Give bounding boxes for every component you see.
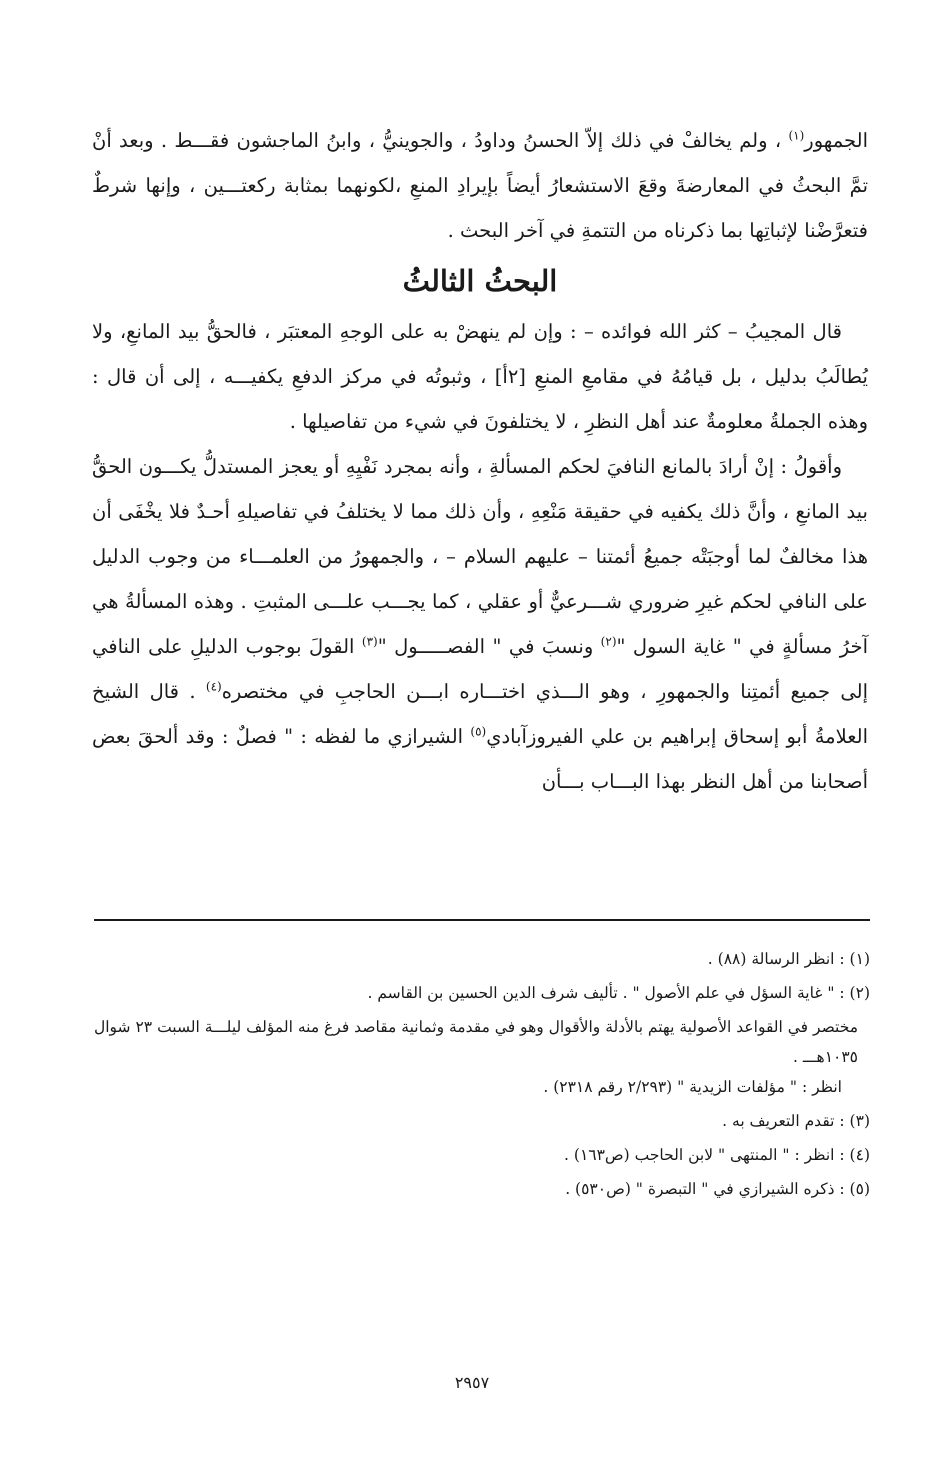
paragraph-3-part-5: الشيرازي ما لفظه : " فصلٌ : وقد ألحقَ بعض أصحابنا من أهل النظر بهذا البـــاب بـــأن — [92, 725, 868, 793]
paragraph-1 — [92, 118, 868, 253]
footnote-2-reference: انظر : " مؤلفات الزيدية " (٢/٢٩٣ رقم ٢٣١٨) . — [543, 1078, 842, 1096]
page-number: ٢٩٥٧ — [454, 1373, 490, 1392]
footnote-ref-1: (١) — [788, 128, 805, 143]
footnote-2-description: مختصر في القواعد الأصولية يهتم بالأدلة والأقوال وهو في مقدمة وثمانية مقاصد فرغ منه المؤلف ليلـــة السبت ٢٣ شوال ١٠٣٥هـــ . — [93, 1018, 858, 1066]
footnotes — [94, 944, 870, 1204]
paragraph-1-rest: ، ولم يخالفْ في ذلك إلاّ الحسنُ وداودُ ، والجوينيُّ ، وابنُ الماجشون فقـــط . وبعد أنْ تمَّ البحثُ في المعارضةَ وقعَ الاستشعارُ أيضاً بإيرادِ المنعِ ،لكونهما بمثابة ركعتـــين ، وإنها شرطٌ فتعرَّضْنا لإثباتِها بما ذكرناه من التتمةِ في آخر البحث . — [92, 129, 868, 242]
paragraph-3 — [92, 444, 868, 804]
footnote-ref-2: (٢) — [600, 634, 617, 649]
paragraph-3-part-1: وأقولُ : إنْ أرادَ بالمانع النافيَ لحكم المسألةِ ، وأنه بمجرد نَفْيِهِ أو يعجز المستدلُّ يكـــون الحقُّ بيد المانعِ ، وأنَّ ذلك يكفيه في حقيقة مَنْعِهِ ، وأن ذلك مما لا يختلفُ في تفاصيلهِ أحـدٌ فلا يخْفَى أن هذا مخالفٌ لما أوجبَتْه جميعُ أئمتنا – عليهم السلام – ، والجمهورُ من العلمـــاء من وجوب الدليل على النافي لحكم غيرِ ضروري شـــرعيٌّ أو عقلي ، كما يجـــب علـــى المثبتِ . وهذه المسألةُ هي آخرُ مسألةٍ في " غاية السول " — [92, 455, 868, 658]
footnote-ref-4: (٤) — [205, 679, 222, 694]
footnote-ref-3: (٣) — [361, 634, 378, 649]
paragraph-3-part-3: القولَ بوجوب الدليلِ على النافي إلى جميع أئمتِنا والجمهورِ ، وهو الـــذي اختـــاره ابـــن الحاجبِ في مختصره — [92, 635, 868, 703]
footnote-2: (٢) : " غاية السؤل في علم الأصول " . تأليف شرف الدين الحسين بن القاسم . — [367, 984, 870, 1002]
footnote-3: (٣) : تقدم التعريف به . — [722, 1112, 870, 1130]
paragraph-2: قال المجيبُ – كثر الله فوائده – : وإن لم ينهضْ به على الوجهِ المعتبَر ، فالحقُّ بيد المانعِ، ولا يُطالَبُ بدليل ، بل قيامُهُ في مقامعِ المنعِ [٢أ] ، وثبوتُه في مركز الدفعِ يكفيـــه ، إلى أن قال : وهذه الجملةُ معلومةٌ عند أهل النظرِ ، لا يختلفونَ في شيء من تفاصيلها . — [92, 320, 868, 433]
footnote-divider — [94, 919, 870, 921]
paragraph-3-part-4: . قال الشيخ العلامةُ أبو إسحاق إبراهيم بن علي الفيروزآبادي — [92, 680, 869, 748]
paragraph-3-part-2: ونسبَ في " الفصـــــول " — [377, 635, 601, 658]
footnote-4: (٤) : انظر : " المنتهى " لابن الحاجب (ص١٦٣) . — [564, 1146, 870, 1164]
footnote-5: (٥) : ذكره الشيرازي في " التبصرة " (ص٥٣٠) . — [565, 1180, 870, 1198]
footnote-1: (١) : انظر الرسالة (٨٨) . — [707, 950, 870, 968]
section-heading: البحثُ الثالثُ — [402, 264, 558, 298]
main-text — [92, 118, 868, 804]
footnote-ref-5: (٥) — [470, 724, 487, 739]
paragraph-1-start: الجمهور — [804, 129, 868, 152]
